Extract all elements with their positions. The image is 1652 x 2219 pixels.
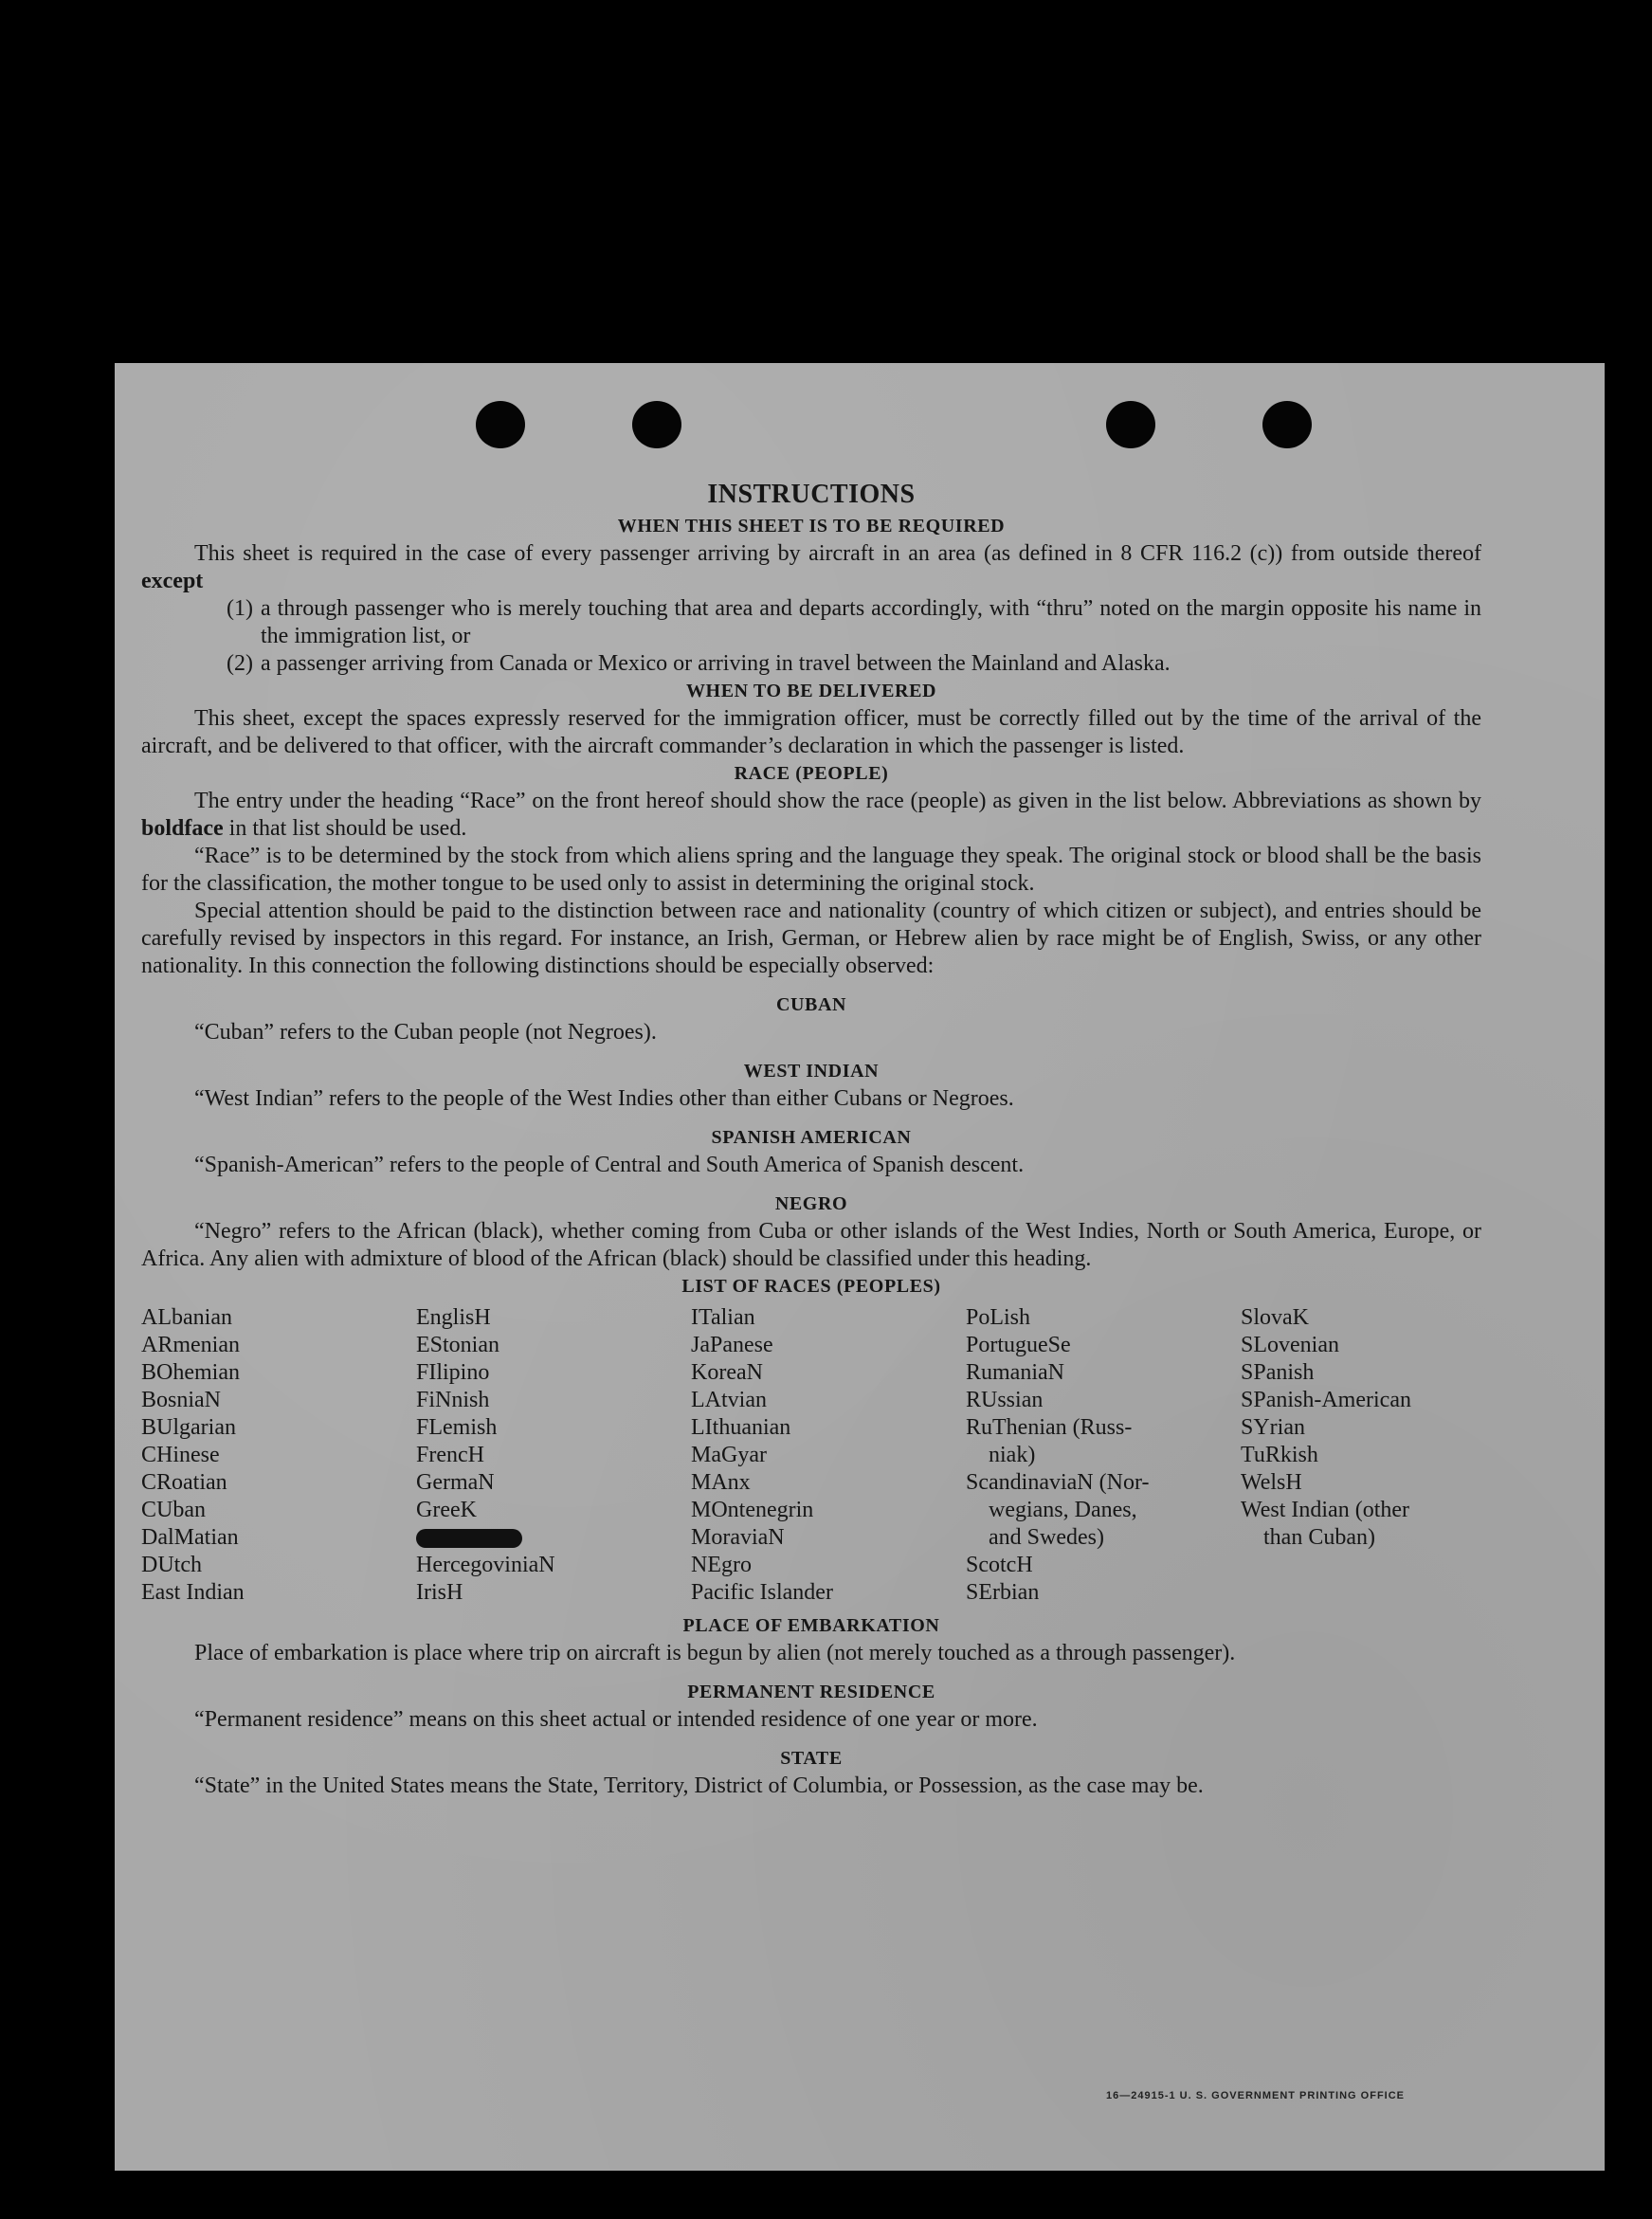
race-entry: EnglisH — [416, 1305, 491, 1330]
section-heading: WEST INDIAN — [743, 1061, 880, 1082]
race-entry: SErbian — [966, 1580, 1040, 1605]
race-entry: SlovaK — [1241, 1305, 1309, 1330]
race-entry: SPanish-American — [1241, 1388, 1411, 1412]
race-entry: GermaN — [416, 1470, 495, 1495]
race-entry: PoLish — [966, 1305, 1031, 1330]
race-list — [141, 1304, 1481, 1607]
list-item: (2) a passenger arriving from Canada or Mexico or arriving in travel between the Mainland and Alaska. — [227, 651, 1171, 676]
printing-office-footer: 16—24915-1 U. S. GOVERNMENT PRINTING OFFICE — [1106, 2090, 1406, 2101]
race-column — [141, 1304, 416, 1607]
paragraph: Special attention should be paid to the distinction between race and nationality (country of which citizen or subject), and entries should be carefully revised by inspectors in this regard. For instance, an Irish, German, or Hebrew alien by race might be of English, Swiss, or any other nationality. In this connection the following distinctions should be especially observed: — [141, 899, 1481, 978]
race-entry: CUban — [141, 1498, 206, 1522]
race-entry: HercegoviniaN — [416, 1553, 555, 1577]
paragraph: “Permanent residence” means on this sheet actual or intended residence of one year or more. — [194, 1707, 1038, 1732]
race-entry: GreeK — [416, 1498, 477, 1522]
race-entry: KoreaN — [691, 1360, 763, 1385]
race-entry: MaGyar — [691, 1443, 767, 1467]
race-entry: FrencH — [416, 1443, 484, 1467]
race-entry: PortugueSe — [966, 1333, 1071, 1357]
race-entry: JaPanese — [691, 1333, 773, 1357]
race-entry: BOhemian — [141, 1360, 240, 1385]
race-entry: FIlipino — [416, 1360, 490, 1385]
instructions-content — [141, 479, 1481, 1800]
race-entry: RuThenian (Russ- — [966, 1415, 1133, 1440]
race-entry: and Swedes) — [989, 1525, 1104, 1550]
paragraph: “Negro” refers to the African (black), whether coming from Cuba or other islands of the West Indies, North or South America, Europe, or Africa. Any alien with admixture of blood of the African (black) should be classified under this heading. — [141, 1219, 1481, 1271]
section-heading: PLACE OF EMBARKATION — [682, 1615, 940, 1636]
race-entry: East Indian — [141, 1580, 245, 1605]
race-entry: niak) — [989, 1443, 1036, 1467]
race-entry: IrisH — [416, 1580, 463, 1605]
race-entry: BosniaN — [141, 1388, 221, 1412]
punch-hole — [476, 401, 525, 448]
section-heading: SPANISH AMERICAN — [711, 1127, 912, 1148]
race-entry: than Cuban) — [1263, 1525, 1375, 1550]
race-entry: SYrian — [1241, 1415, 1305, 1440]
race-entry: LIthuanian — [691, 1415, 791, 1440]
race-entry: DUtch — [141, 1553, 202, 1577]
punch-hole — [1262, 401, 1312, 448]
form-back-sheet — [115, 363, 1605, 2171]
race-entry: BUlgarian — [141, 1415, 236, 1440]
race-column — [691, 1304, 966, 1607]
section-heading: PERMANENT RESIDENCE — [687, 1682, 935, 1702]
paragraph: The entry under the heading “Race” on the front hereof should show the race (people) as given in the list below. Abbreviations as shown by boldface in that list should be used. — [141, 789, 1481, 841]
section-heading: WHEN TO BE DELIVERED — [685, 681, 937, 701]
race-entry: SLovenian — [1241, 1333, 1339, 1357]
race-entry: TuRkish — [1241, 1443, 1318, 1467]
section-heading: STATE — [780, 1748, 843, 1769]
paragraph: “Spanish-American” refers to the people of Central and South America of Spanish descent. — [194, 1153, 1025, 1177]
section-heading: RACE (PEOPLE) — [734, 763, 889, 784]
paragraph: Place of embarkation is place where trip on aircraft is begun by alien (not merely touched as a through passenger). — [194, 1641, 1236, 1665]
race-entry: SPanish — [1241, 1360, 1315, 1385]
paragraph: This sheet is required in the case of every passenger arriving by aircraft in an area (as defined in 8 CFR 116.2 (c)) from outside thereof except — [141, 541, 1481, 593]
race-column — [416, 1304, 691, 1607]
race-entry: NEgro — [691, 1553, 752, 1577]
section-heading: NEGRO — [774, 1193, 848, 1214]
race-entry: EStonian — [416, 1333, 499, 1357]
race-entry: ITalian — [691, 1305, 755, 1330]
redacted-entry — [416, 1524, 691, 1552]
paragraph: “State” in the United States means the State, Territory, District of Columbia, or Possession, as the case may be. — [194, 1773, 1204, 1798]
race-entry: MOntenegrin — [691, 1498, 814, 1522]
race-entry: ARmenian — [141, 1333, 240, 1357]
list-item: (1) a through passenger who is merely touching that area and departs accordingly, with “thru” noted on the margin opposite his name in the immigration list, or — [227, 596, 1481, 648]
race-entry: FLemish — [416, 1415, 498, 1440]
race-entry: MAnx — [691, 1470, 751, 1495]
paragraph: “Race” is to be determined by the stock from which aliens spring and the language they speak. The original stock or blood shall be the basis for the classification, the mother tongue to be used only to assist in determining the original stock. — [141, 844, 1481, 896]
paragraph: “Cuban” refers to the Cuban people (not Negroes). — [194, 1020, 657, 1045]
race-column — [1241, 1304, 1481, 1607]
punch-hole — [632, 401, 681, 448]
race-entry: CHinese — [141, 1443, 220, 1467]
redaction-mark — [416, 1529, 522, 1548]
race-column — [966, 1304, 1241, 1607]
race-entry: CRoatian — [141, 1470, 227, 1495]
section-heading: WHEN THIS SHEET IS TO BE REQUIRED — [617, 516, 1006, 537]
race-entry: WelsH — [1241, 1470, 1302, 1495]
race-entry: ScandinaviaN (Nor- — [966, 1470, 1150, 1495]
race-entry: wegians, Danes, — [989, 1498, 1137, 1522]
section-heading: LIST OF RACES (PEOPLES) — [681, 1276, 941, 1297]
race-entry: Pacific Islander — [691, 1580, 833, 1605]
race-entry: RUssian — [966, 1388, 1044, 1412]
page-title: INSTRUCTIONS — [707, 480, 916, 509]
section-heading: CUBAN — [775, 994, 847, 1015]
race-entry: LAtvian — [691, 1388, 767, 1412]
race-entry: FiNnish — [416, 1388, 490, 1412]
race-entry: ALbanian — [141, 1305, 232, 1330]
race-entry: DalMatian — [141, 1525, 239, 1550]
race-entry: West Indian (other — [1241, 1498, 1410, 1522]
race-entry: RumaniaN — [966, 1360, 1064, 1385]
race-entry: MoraviaN — [691, 1525, 785, 1550]
punch-hole — [1106, 401, 1155, 448]
paragraph: This sheet, except the spaces expressly reserved for the immigration officer, must be correctly filled out by the time of the arrival of the aircraft, and be delivered to that officer, with the aircraft commander’s declaration in which the passenger is listed. — [141, 706, 1481, 758]
race-entry: ScotcH — [966, 1553, 1033, 1577]
paragraph: “West Indian” refers to the people of the West Indies other than either Cubans or Negroes. — [194, 1086, 1014, 1111]
